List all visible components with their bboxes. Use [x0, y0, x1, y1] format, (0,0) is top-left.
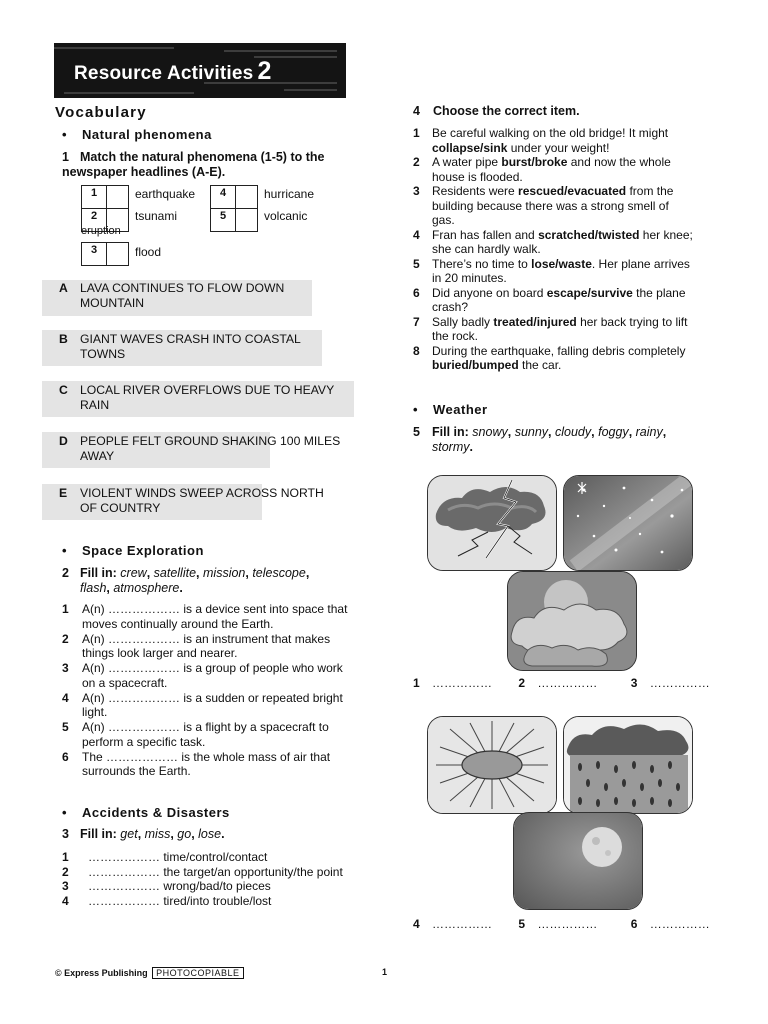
answer-box-4[interactable]: 4: [210, 185, 258, 209]
accidents-items: 1 ……………… time/control/contact 2 ……………… the target/an opportunity/the point 3 ……………… wrong/bad/to pieces 4 ……………… tired/into trouble/lost: [62, 850, 343, 908]
question-1: 1 Match the natural phenomena (1-5) to the newspaper headlines (A-E).: [62, 150, 325, 179]
subheading-weather: • Weather: [413, 402, 488, 417]
title-banner: [54, 43, 346, 98]
publisher-credit: © Express Publishing: [55, 968, 148, 978]
answer-box-3[interactable]: 3: [81, 242, 129, 266]
question-3: 3 Fill in: get, miss, go, lose.: [62, 827, 225, 841]
space-items: 1 A(n) ……………… is a device sent into space that moves continually around the Earth. 2 A(n) ……………… is an instrument that makes things look larger and nearer. 3 A(n) ……………… is a group of people who work on a spacecraft. 4 A(n) ……………… is a sudden or repeated bright light. 5 A(n) ……………… is a flight by a spacecraft to perform a specific task. 6 The ……………… is the whole mass of air that surrounds the Earth.: [62, 602, 348, 778]
question-4: 4 Choose the correct item.: [413, 104, 580, 118]
phenomenon-flood: flood: [135, 245, 162, 259]
banner-number: 2: [257, 57, 272, 85]
banner-bar: [337, 43, 346, 98]
blank-4[interactable]: ……………: [432, 917, 492, 931]
phenomenon-earthquake: earthquake: [135, 187, 196, 201]
headline-e: E VIOLENT WINDS SWEEP ACROSS NORTH OF COUNTRY: [59, 486, 324, 515]
question-5: 5 Fill in: snowy, sunny, cloudy, foggy, rainy, stormy.: [413, 425, 667, 454]
subheading-space-exploration: • Space Exploration: [62, 543, 204, 558]
banner-title: Resource Activities: [74, 63, 254, 84]
rainy-picture: [563, 716, 693, 814]
answer-box-5[interactable]: 5: [210, 208, 258, 232]
blank-6[interactable]: ……………: [649, 917, 710, 931]
snowy-picture: [563, 475, 693, 571]
photocopiable-badge: PHOTOCOPIABLE: [152, 967, 243, 979]
headline-a: A LAVA CONTINUES TO FLOW DOWN MOUNTAIN: [59, 281, 285, 310]
phenomenon-hurricane: hurricane: [264, 187, 315, 201]
footer: [55, 967, 244, 979]
foggy-picture: [513, 812, 643, 910]
phenomenon-tsunami: tsunami: [135, 209, 178, 223]
cloudy-picture: [507, 571, 637, 671]
answer-box-1[interactable]: 1: [81, 185, 129, 209]
weather-answers-top: 1 …………… 2 …………… 3 ……………: [413, 676, 710, 690]
blank-3[interactable]: ……………: [649, 676, 710, 690]
question-2: 2 Fill in: crew, satellite, mission, telescope, flash, atmosphere.: [62, 566, 310, 595]
phenomenon-eruption: eruption: [81, 225, 121, 237]
subheading-accidents-disasters: • Accidents & Disasters: [62, 805, 230, 820]
choose-items: 1 Be careful walking on the old bridge! It might collapse/sink under your weight! 2 A water pipe burst/broke and now the whole house is flooded. 3 Residents were rescued/evacuated from the building because there was a strong smell of gas. 4 Fran has fallen and scratched/twisted her knee; she can hardly walk. 5 There’s no time to lose/waste. Her plane arrives in 20 minutes. 6 Did anyone on board escape/survive the plane crash? 7 Sally badly treated/injured her back trying to lift the rock. 8 During the earthquake, falling debris completely buried/bumped the car.: [413, 126, 693, 372]
blank-5[interactable]: ……………: [537, 917, 598, 931]
sunny-picture: [427, 716, 557, 814]
subheading-natural-phenomena: • Natural phenomena: [62, 127, 212, 142]
blank-2[interactable]: ……………: [537, 676, 598, 690]
section-heading-vocabulary: Vocabulary: [55, 104, 147, 121]
stormy-picture: [427, 475, 557, 571]
weather-answers-bottom: 4 …………… 5 …………… 6 ……………: [413, 917, 710, 931]
phenomenon-volcanic: volcanic: [264, 209, 308, 223]
blank-1[interactable]: ……………: [432, 676, 492, 690]
headline-b: B GIANT WAVES CRASH INTO COASTAL TOWNS: [59, 332, 301, 361]
headline-c: C LOCAL RIVER OVERFLOWS DUE TO HEAVY RAIN: [59, 383, 335, 412]
page-number: 1: [382, 967, 388, 977]
answer-box-2[interactable]: 2: [81, 208, 129, 232]
question-1-instruction: Match the natural phenomena (1-5) to the newspaper headlines (A-E).: [62, 150, 325, 179]
headline-d: D PEOPLE FELT GROUND SHAKING 100 MILES AWAY: [59, 434, 341, 463]
